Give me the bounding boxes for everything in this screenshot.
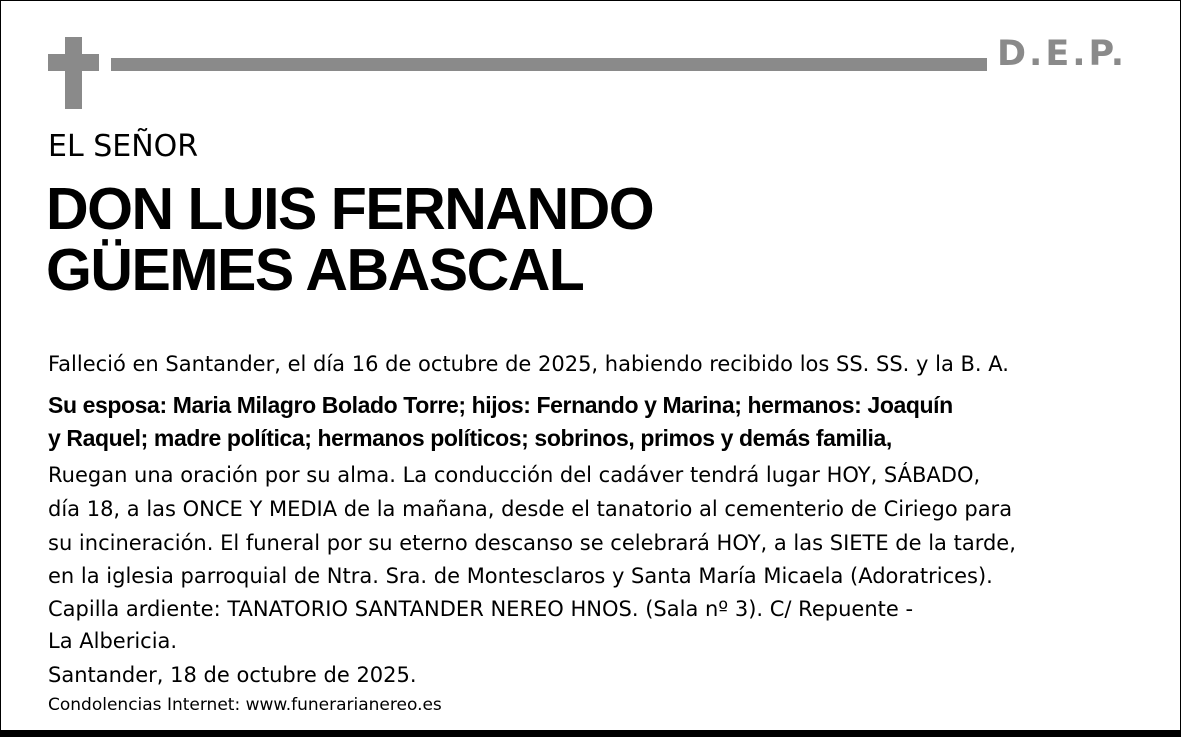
body-line-3: su incineración. El funeral por su eterno descanso se celebrará HOY, a las SIETE de la tarde, (48, 531, 1016, 555)
dep-mark: D.E.P. (997, 34, 1128, 74)
honorific: EL SEÑOR (48, 129, 199, 164)
family-line-2: y Raquel; madre política; hermanos políticos; sobrinos, primos y demás familia, (48, 425, 892, 451)
condolences-line: Condolencias Internet: www.funerarianereo.es (48, 695, 442, 715)
body-line-1: Ruegan una oración por su alma. La conducción del cadáver tendrá lugar HOY, SÁBADO, (48, 463, 981, 487)
body-line-5: Capilla ardiente: TANATORIO SANTANDER NEREO HNOS. (Sala nº 3). C/ Repuente - (48, 597, 914, 621)
date-place-line: Santander, 18 de octubre de 2025. (48, 663, 417, 687)
deceased-name-line-1: DON LUIS FERNANDO (46, 176, 654, 242)
body-line-4: en la iglesia parroquial de Ntra. Sra. de Montesclaros y Santa María Micaela (Adoratrices). (48, 564, 993, 588)
bottom-rule (1, 730, 1180, 736)
latin-cross-icon (65, 37, 82, 109)
header-rule (111, 58, 987, 71)
deceased-name (46, 176, 654, 303)
latin-cross-icon-bar (48, 54, 99, 71)
death-notice: Falleció en Santander, el día 16 de octubre de 2025, habiendo recibido los SS. SS. y la B. A. (48, 352, 1009, 376)
family-line-1: Su esposa: Maria Milagro Bolado Torre; hijos: Fernando y Marina; hermanos: Joaquín (48, 392, 953, 418)
body-line-2: día 18, a las ONCE Y MEDIA de la mañana, desde el tanatorio al cementerio de Ciriego para (48, 497, 1013, 521)
body-line-6: La Albericia. (48, 629, 178, 653)
deceased-name-line-2: GÜEMES ABASCAL (46, 237, 584, 303)
